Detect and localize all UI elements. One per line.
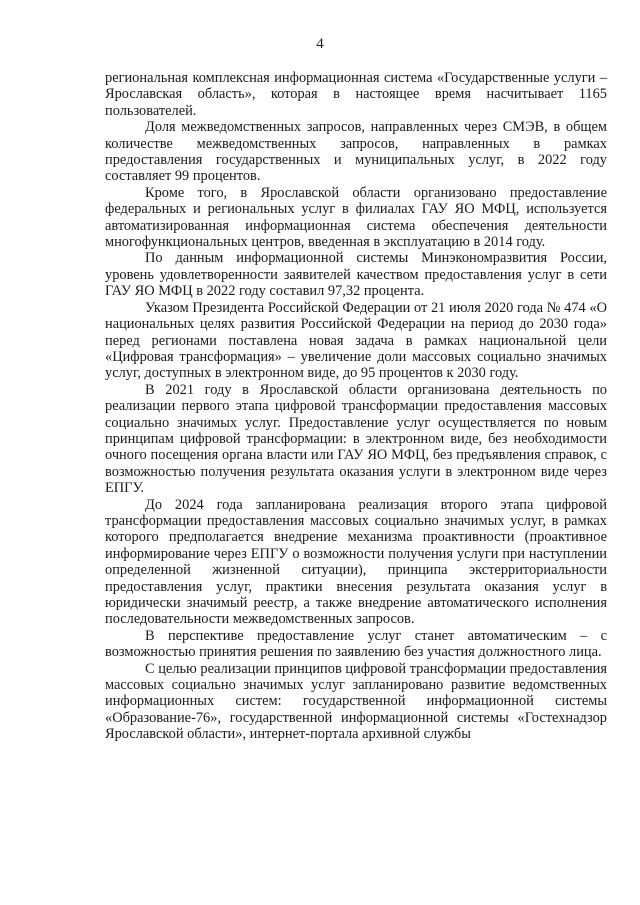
paragraph-satisfaction-level: По данным информационной системы Минэкономразвития России, уровень удовлетворенности заявителей качеством предоставления услуг в сети ГАУ ЯО МФЦ в 2022 году составил 97,32 процента.: [105, 250, 607, 300]
page-number: 4: [316, 36, 324, 52]
paragraph-mfc-branches: Кроме того, в Ярославской области организовано предоставление федеральных и региональных услуг в филиалах ГАУ ЯО МФЦ, используется автоматизированная информационная система обеспечения деятельности многофункциональных центров, введенная в эксплуатацию в 2014 году.: [105, 184, 607, 251]
paragraph-continuation: региональная комплексная информационная система «Государственные услуги – Ярославская область», которая в настоящее время насчитывает 1165 пользователей.: [105, 70, 607, 119]
document-body: [105, 70, 607, 743]
paragraph-presidential-decree: Указом Президента Российской Федерации от 21 июля 2020 года № 474 «О национальных целях развития Российской Федерации на период до 2030 года» перед регионами поставлена новая задача в рамках национальной цели «Цифровая трансформация» – увеличение доли массовых социально значимых услуг, доступных в электронном виде, до 95 процентов к 2030 году.: [105, 299, 607, 382]
paragraph-second-stage: До 2024 года запланирована реализация второго этапа цифровой трансформации предоставления массовых социально значимых услуг, в рамках которого предполагается внедрение механизма проактивности (проактивное информирование через ЕПГУ о возможности получения услуги при наступлении определенной жизненной ситуации), принципа экстерриториальности предоставления услуг, практики внесения результата оказания услуг в юридически значимый реестр, а также внедрение автоматического исполнения последовательности межведомственных запросов.: [105, 496, 607, 628]
paragraph-perspective: В перспективе предоставление услуг станет автоматическим – с возможностью принятия решения по заявлению без участия должностного лица.: [105, 627, 607, 661]
paragraph-smev-share: Доля межведомственных запросов, направленных через СМЭВ, в общем количестве межведомственных запросов, направленных в рамках предоставления государственных и муниципальных услуг, в 2022 году составляет 99 процентов.: [105, 119, 607, 185]
paragraph-first-stage: В 2021 году в Ярославской области организована деятельность по реализации первого этапа цифровой трансформации предоставления массовых социально значимых услуг. Предоставление услуг осуществляется по новым принципам цифровой трансформации: в электронном виде, без необходимости очного посещения органа власти или ГАУ ЯО МФЦ, без предъявления справок, с возможностью получения результата оказания услуги в электронном виде через ЕПГУ.: [105, 381, 607, 497]
paragraph-information-systems: С целью реализации принципов цифровой трансформации предоставления массовых социально значимых услуг запланировано развитие ведомственных информационных систем: государственной информационной системы «Образование-76», государственной информационной системы «Гостехнадзор Ярославской области», интернет-портала архивной службы: [105, 660, 607, 743]
